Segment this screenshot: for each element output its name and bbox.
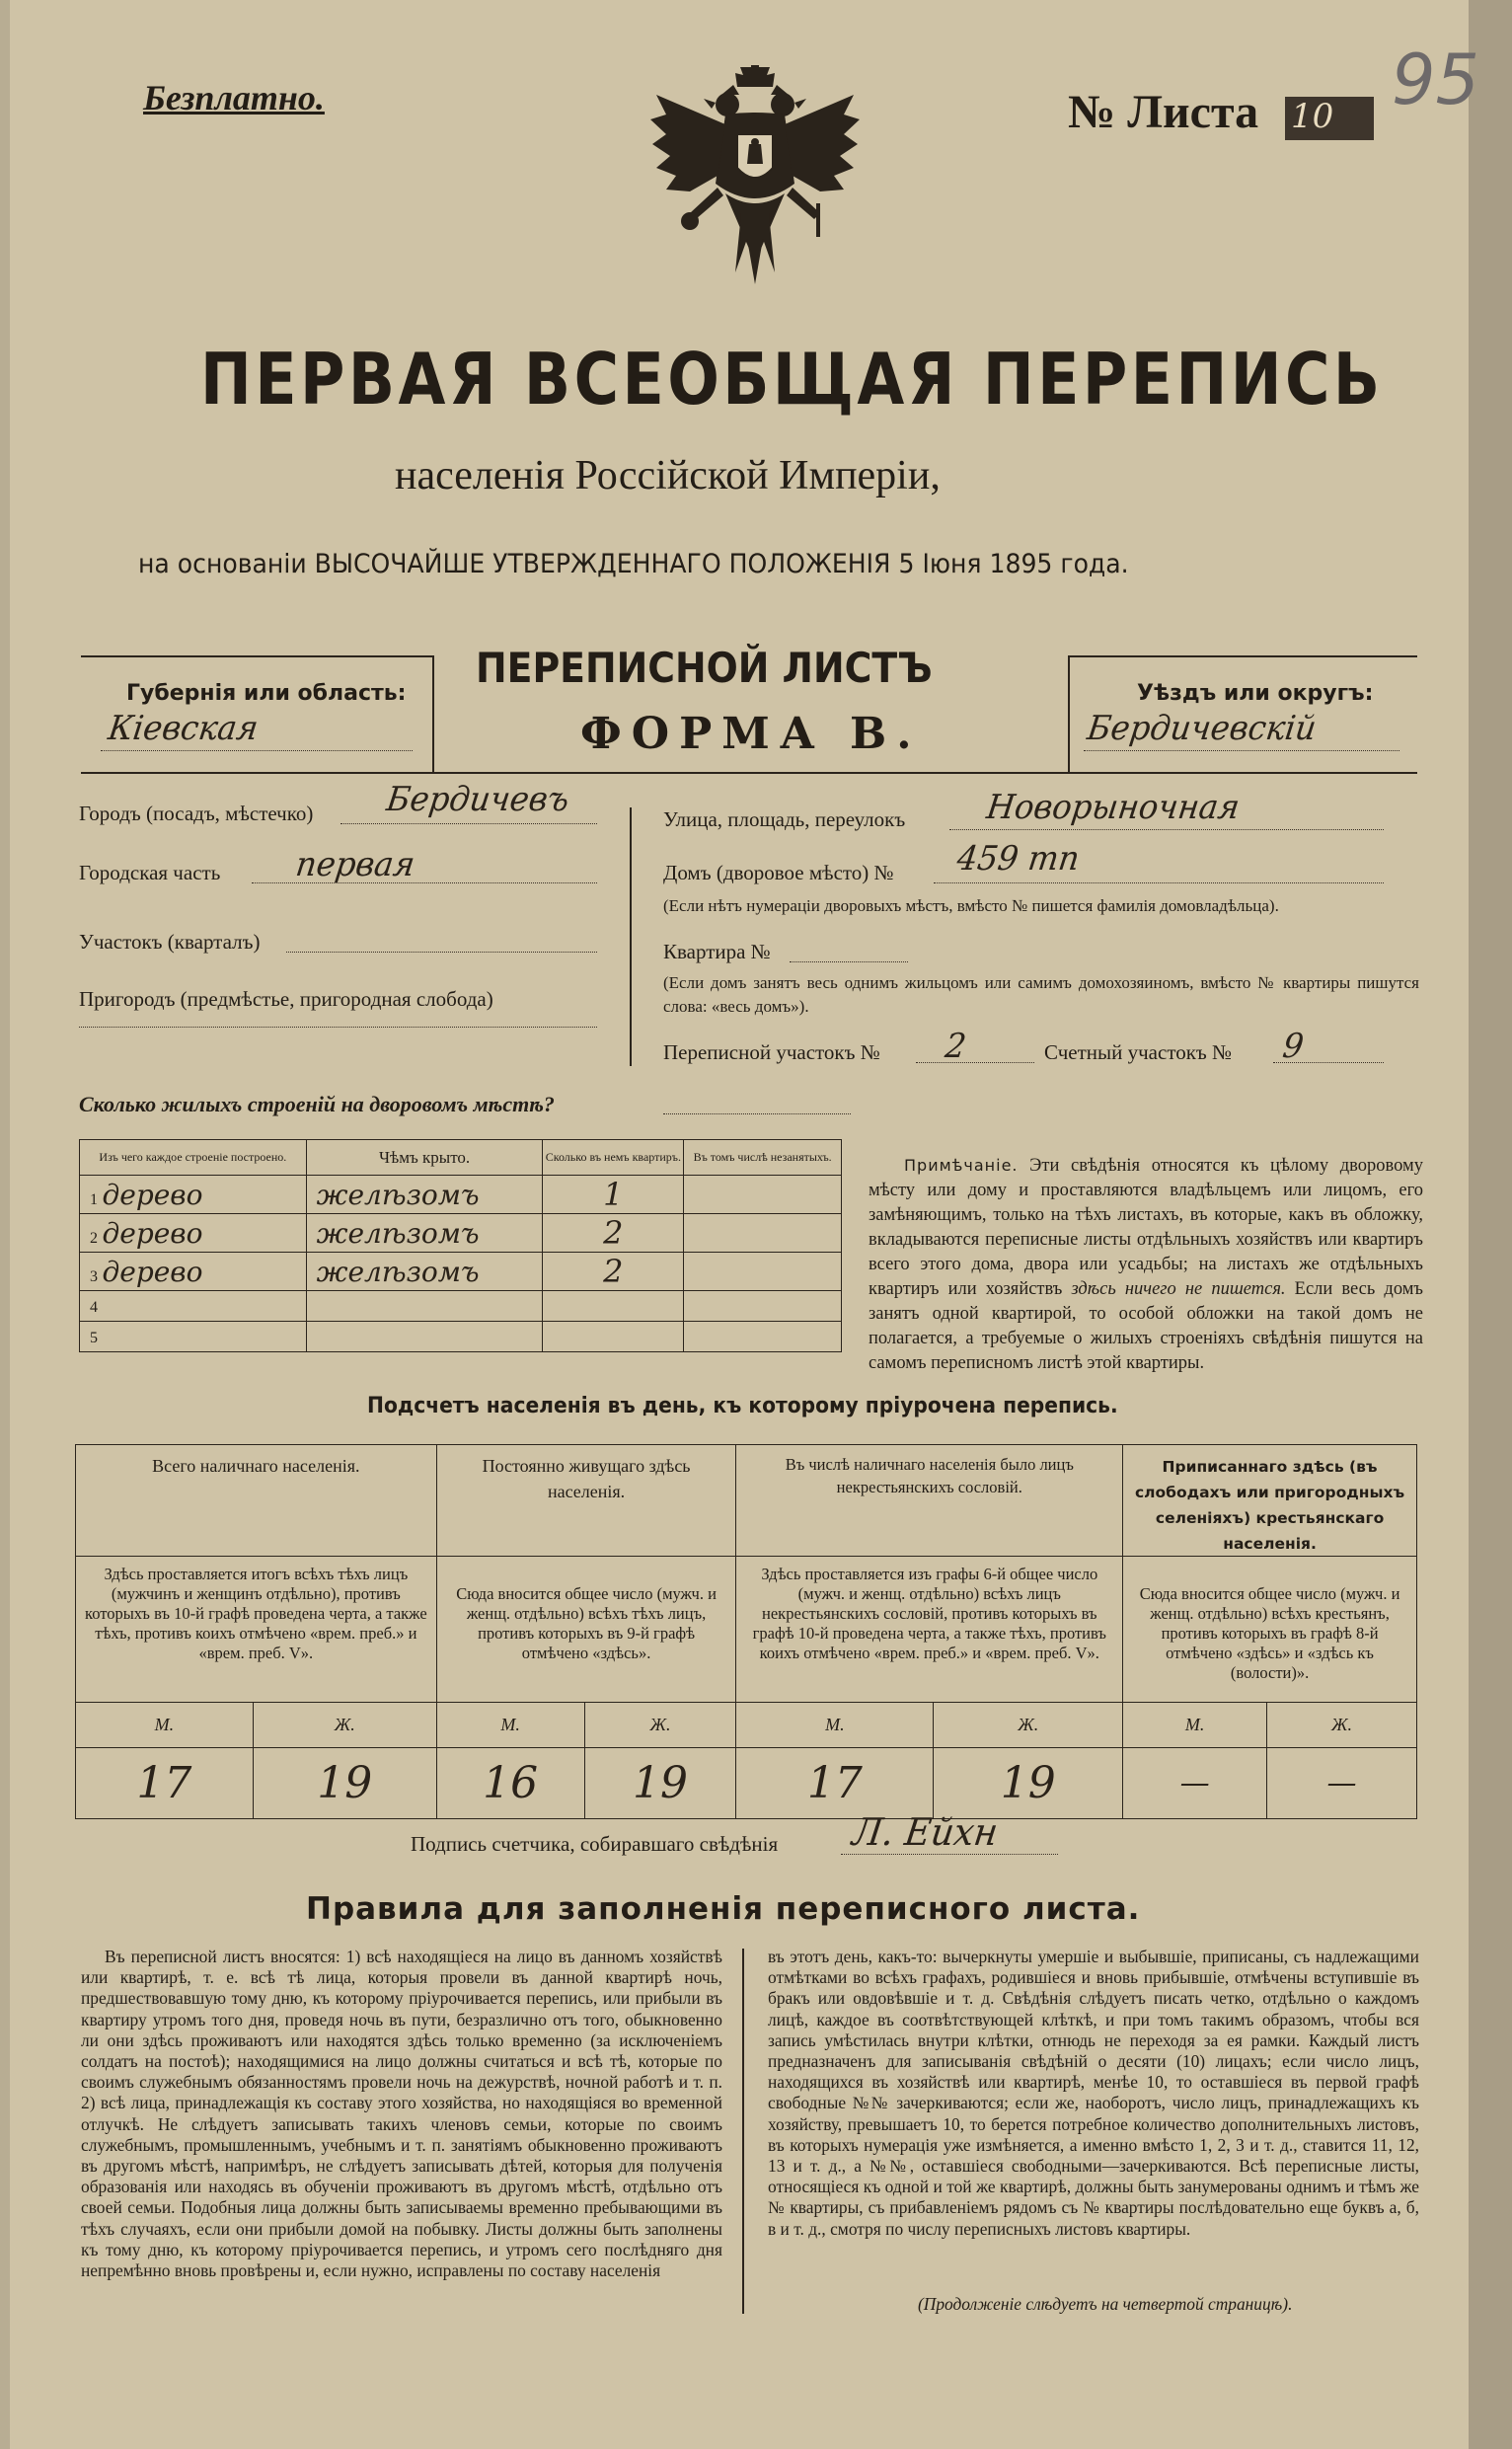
dotted-line [1273,1062,1384,1063]
count-female: 19 [253,1748,436,1819]
female-label: Ж. [934,1703,1123,1748]
paper-edge-left [0,0,10,2449]
row-number: 4 [90,1298,98,1316]
table-row [76,1748,1417,1819]
column-description: Здѣсь проставляется изъ графы 6-й общее число (мужч. и женщ. отдѣльно) всѣхъ лицъ некрестьянскихъ сословій, противъ которыхъ въ графѣ 10-й проведена черта, а также тѣхъ, противъ коихъ отмѣчено «врем. преб.» и «врем. преб. V». [736,1557,1123,1703]
apartment-note: (Если домъ занятъ весь однимъ жильцомъ или самимъ домохозяиномъ, вмѣсто № квартиры пишутся слова: «весь домъ»). [663,973,1419,1016]
rules-continued-note: (Продолженіе слѣдуетъ на четвертой страницѣ). [918,2294,1293,2314]
table-row [80,1322,842,1352]
census-section-value: 2 [943,1027,969,1066]
note-text-italic: здѣсь ничего не пишется. [1071,1279,1286,1299]
frame-line [432,655,434,774]
dotted-line [340,823,597,824]
dotted-line [934,882,1384,883]
building-roof: желѣзомъ [316,1255,480,1288]
building-apartments: 2 [603,1253,624,1290]
free-of-charge-label: Безплатно. [143,78,325,117]
female-label: Ж. [253,1703,436,1748]
note-text: Эти свѣдѣнія относятся къ цѣлому дворовому мѣсту или дому и проставляются владѣльцемъ или лицомъ, его замѣняющимъ, только на тѣхъ листахъ, въ которые, какъ въ обложку, вкладываются переписные листы отдѣльныхъ хозяйствъ или квартиръ всего этого дома, двора или усадьбы; на листахъ же отдѣльныхъ квартиръ или хозяйствъ [869,1156,1423,1299]
house-value: 459 тп [954,839,1083,879]
census-sheet-title: ПЕРЕПИСНОЙ ЛИСТЪ [476,644,933,692]
count-male: — [1123,1748,1267,1819]
column-header: Сколько въ немъ квартиръ. [543,1140,684,1176]
count-section-label: Счетный участокъ № [1044,1040,1233,1064]
census-legal-basis: на основаніи ВЫСОЧАЙШЕ УТВЕРЖДЕННАГО ПОЛОЖЕНІЯ 5 Іюня 1895 года. [138,549,1129,579]
dotted-line [1084,750,1399,751]
column-header: Въ томъ числѣ незанятыхъ. [684,1140,842,1176]
table-row [76,1703,1417,1748]
column-header-text: Въ числѣ наличнаго населенія было лицъ некрестьянскихъ сословій. [785,1455,1074,1496]
column-header [436,1445,736,1557]
table-row [80,1253,842,1291]
building-material: дерево [102,1178,203,1211]
note-label: Примѣчаніе. [904,1156,1019,1175]
apartment-label: Квартира № [663,940,771,963]
count-male: 17 [76,1748,254,1819]
sheet-number-value [1285,97,1374,140]
male-label: М. [1123,1703,1267,1748]
column-header-text: Приписаннаго здѣсь (въ слободахъ или пригородныхъ селеніяхъ) крестьянскаго населенія. [1134,1458,1405,1553]
column-divider [742,1949,744,2314]
count-female: 19 [584,1748,736,1819]
dotted-line [916,1062,1034,1063]
dotted-line [252,882,597,883]
rules-title: Правила для заполненія переписного листа. [306,1891,1141,1927]
row-number: 1 [90,1190,98,1208]
row-number: 5 [90,1329,98,1346]
census-section-label: Переписной участокъ № [663,1040,880,1064]
quarter-label: Участокъ (кварталъ) [79,930,261,954]
frame-line [1068,655,1070,774]
table-row [80,1176,842,1214]
table-row [80,1291,842,1322]
frame-line [81,655,432,657]
building-roof: желѣзомъ [316,1178,480,1211]
census-subtitle: населенія Россійской Имперіи, [395,453,941,498]
building-material: дерево [102,1255,203,1288]
building-apartments: 2 [603,1214,624,1252]
dotted-line [286,952,597,953]
table-row [76,1557,1417,1703]
city-part-value: первая [293,845,417,884]
male-label: М. [436,1703,584,1748]
column-description: Сюда вносится общее число (мужч. и женщ. отдѣльно) всѣхъ тѣхъ лицъ, противъ которыхъ въ 9-й графѣ отмѣчено «здѣсь». [436,1557,736,1703]
female-label: Ж. [584,1703,736,1748]
column-header: Изъ чего каждое строеніе построено. [80,1140,307,1176]
sheet-number-label: № Листа [1068,86,1259,138]
rules-left-column: Въ переписной листъ вносятся: 1) всѣ находящіеся на лицо въ данномъ хозяйствѣ или квартирѣ, т. е. всѣ тѣ лица, которыя провели въ данной квартирѣ ночь, предшествовавшую тому дню, къ которому пріурочивается перепись, или прибыли въ квартиру утромъ того дня, проведя ночь въ пути, безразлично отъ того, обыкновенно ли они здѣсь проживаютъ или находятся здѣсь только временно (за исключеніемъ солдатъ на постоѣ); находящимися на лицо должны считаться и всѣ тѣ, которые по своимъ служебнымъ обязанностямъ провели ночь на дежурствѣ, ночной работѣ и т. п. 2) всѣ лица, принадлежащія къ составу этого хозяйства, но находящіяся во временной отлучкѣ. Не слѣдуетъ записывать такихъ членовъ семьи, которые по своимъ служебнымъ, промышленнымъ, учебнымъ и т. п. занятіямъ обыкновенно проживаютъ въ другомъ мѣстѣ, напримѣръ, не слѣдуетъ записывать дѣтей, которыя для полученія образованія или находясь въ обученіи проживаютъ въ другомъ мѣстѣ, отдѣльно отъ своей семьи. Подобныя лица должны быть записываемы временно пребывающими въ тѣхъ случаяхъ, если они прибыли домой на побывку. Листы должны быть заполнены къ тому дню, къ которому пріурочивается перепись, и утромъ сего послѣдняго дня непремѣнно вновь провѣрены и, если нужно, исправлены по составу населенія [81,1947,722,2281]
suburb-label: Пригородъ (предмѣстье, пригородная слобода) [79,987,493,1011]
column-header [736,1445,1123,1557]
city-label: Городъ (посадъ, мѣстечко) [79,802,314,825]
count-female: — [1267,1748,1417,1819]
male-label: М. [76,1703,254,1748]
house-label: Домъ (дворовое мѣсто) № [663,861,894,884]
enumerator-signature-label: Подпись счетчика, собиравшаго свѣдѣнія [411,1832,779,1856]
province-value: Кіевская [106,709,261,748]
note-text: Если весь домъ занятъ одной квартирой, то особой обложки на такой домъ не полагается, а требуемые о жилыхъ строеніяхъ свѣдѣнія пишутся на самомъ переписномъ листѣ этой квартиры. [869,1279,1424,1373]
archive-page-mark: 95 [1392,39,1480,120]
building-material: дерево [102,1216,203,1250]
population-count-title: Подсчетъ населенія въ день, къ которому пріурочена перепись. [367,1394,1118,1418]
dotted-line [790,961,908,962]
imperial-eagle-emblem [646,65,864,292]
dotted-line [79,1027,597,1028]
count-male: 17 [736,1748,934,1819]
rules-right-column: въ этотъ день, какъ-то: вычеркнуты умершіе и выбывшіе, приписаны, съ надлежащими отмѣтками во всѣхъ графахъ, родившіеся и вновь прибывшіе, отмѣчены вступившіе въ бракъ или овдовѣвшіе и т. д. Свѣдѣнія слѣдуетъ писать четко, отдѣльно о каждомъ лицѣ, каждое въ соотвѣтствующей клѣткѣ, и при томъ такимъ образомъ, чтобы вся запись умѣстилась внутри клѣтки, отнюдь не переходя за ея рамки. Каждый листъ предназначенъ для записыванія свѣдѣній о десяти (10) лицахъ; если число лицъ, находящихся въ хозяйствѣ или квартирѣ, менѣе 10, то оставшіеся въ первой графѣ свободные №№ зачеркиваются; если же, наоборотъ, число лицъ, принадлежащихъ къ хозяйству, превышаетъ 10, то берется потребное количество дополнительныхъ листовъ, въ которыхъ нумерація уже измѣняется, а именно вмѣсто 1, 2, 3 и т. д., ставится 11, 12, 13 и т. д., а №№, оставшіеся свободными—зачеркиваются. Всѣ переписные листы, относящіеся къ одной и той же квартирѣ, должны быть занумерованы однимъ и тѣмъ же № квартиры, съ прибавленіемъ рядомъ съ № квартиры послѣдовательно еще буквъ а, б, в и т. д., смотря по числу переписныхъ листовъ квартиры. [768,1947,1419,2239]
dotted-line [663,1113,851,1114]
count-female: 19 [934,1748,1123,1819]
enumerator-signature: Л. Ейхн [850,1810,1001,1854]
district-label: Уѣздъ или округъ: [1137,681,1374,706]
city-value: Бердичевъ [384,780,572,819]
table-header-row [80,1140,842,1176]
population-count-table [75,1444,1417,1819]
buildings-table [79,1139,842,1352]
province-label: Губернія или область: [126,681,407,706]
column-description: Сюда вносится общее число (мужч. и женщ. отдѣльно) всѣхъ крестьянъ, противъ которыхъ въ графѣ 8-й отмѣчено «здѣсь» и «здѣсь къ (волости)». [1123,1557,1417,1703]
frame-line [1068,655,1417,657]
buildings-question: Сколько жилыхъ строеній на дворовомъ мѣстѣ? [79,1092,555,1116]
city-part-label: Городская часть [79,861,221,884]
table-header-row [76,1445,1417,1557]
building-apartments: 1 [603,1176,624,1213]
row-number: 3 [90,1267,98,1285]
buildings-note [869,1153,1423,1376]
column-description: Здѣсь проставляется итогъ всѣхъ тѣхъ лицъ (мужчинъ и женщинъ отдѣльно), противъ которыхъ въ 10-й графѣ проведена черта, а также тѣхъ, противъ коихъ отмѣчено «врем. преб.» и «врем. преб. V». [76,1557,437,1703]
count-section-value: 9 [1280,1027,1307,1066]
street-label: Улица, площадь, переулокъ [663,807,906,831]
dotted-line [101,750,413,751]
table-row [80,1214,842,1253]
census-main-title: ПЕРВАЯ ВСЕОБЩАЯ ПЕРЕПИСЬ [200,338,1384,421]
frame-line [81,772,1417,774]
dotted-line [949,829,1384,830]
fields-divider [630,807,632,1066]
dotted-line [841,1854,1058,1855]
column-header-text: Всего наличнаго населенія. [152,1456,360,1476]
male-label: М. [736,1703,934,1748]
count-male: 16 [436,1748,584,1819]
building-roof: желѣзомъ [316,1216,480,1250]
form-type: ФОРМА В. [580,709,922,759]
column-header-text: Постоянно живущаго здѣсь населенія. [482,1456,691,1501]
female-label: Ж. [1267,1703,1417,1748]
district-value: Бердичевскій [1085,709,1319,748]
street-value: Новорыночная [984,788,1243,827]
sheet-number-text: 10 [1291,97,1334,136]
column-header: Чѣмъ крыто. [306,1140,543,1176]
column-header [1123,1445,1417,1557]
house-note: (Если нѣтъ нумераціи дворовыхъ мѣстъ, вмѣсто № пишется фамилія домовладѣльца). [663,896,1279,915]
column-header [76,1445,437,1557]
row-number: 2 [90,1229,98,1247]
paper-edge-right [1469,0,1512,2449]
